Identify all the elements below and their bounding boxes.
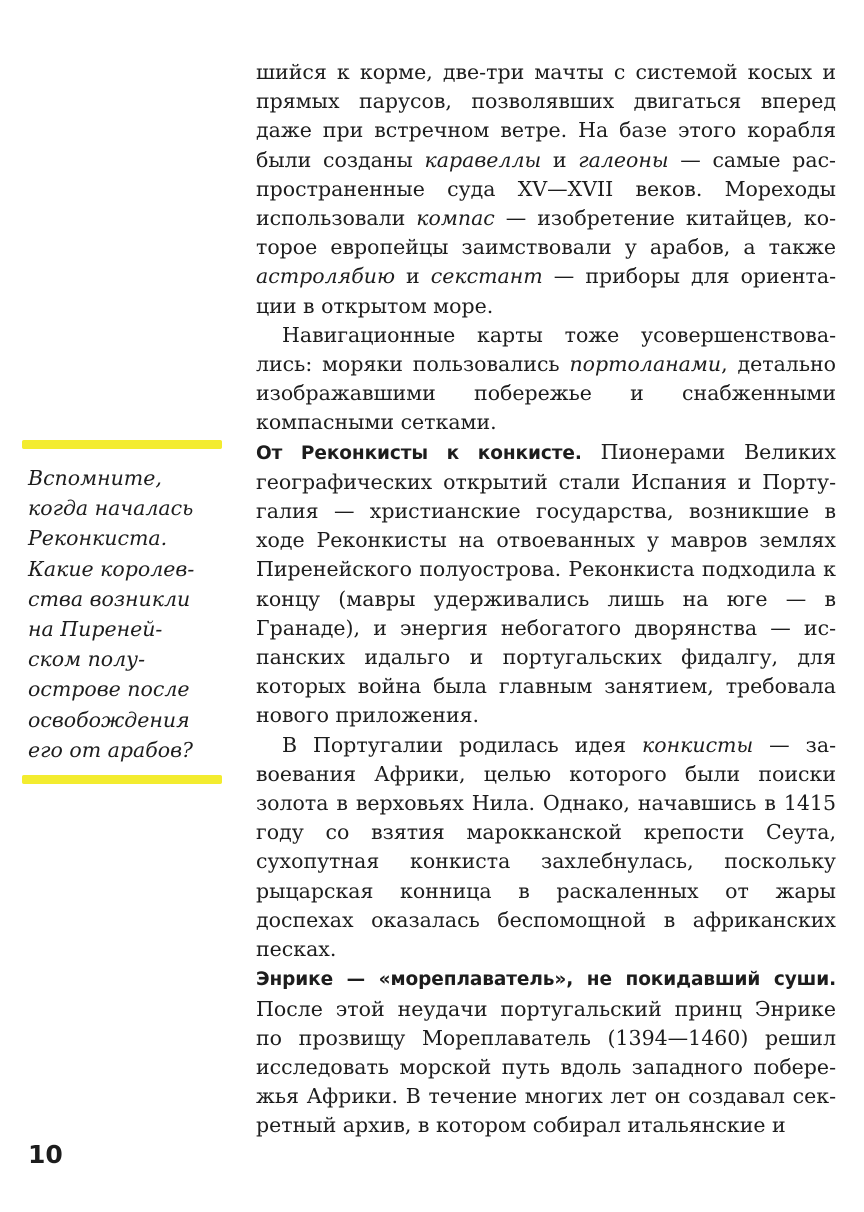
paragraph-maps — [256, 321, 836, 438]
text-run: — приборы для ориентации в открытом море. — [256, 264, 836, 318]
text-run: — завоевания Африки, целью которого были поиски золота в верховьях Нила. Однако, начавшись в 1415 году со взятия марокканской крепости Сеута, сухопутная конкиста захлебнулась, поскольку рыцарская конница в раскаленных от жары доспехах оказалась беспомощной в африканских песках. — [256, 732, 836, 962]
text-run: После этой неудачи португальский принц Энрике по прозвищу Мореплаватель (1394—1460) решил исследовать морской путь вдоль западного побережья Африки. В течение многих лет он создавал секретный архив, в котором собирал итальянские и — [256, 996, 836, 1138]
term-conquista: конкисты — [642, 732, 754, 757]
text-run: , детально изображавшими побережье и снабженными компасными сетками. — [256, 352, 836, 435]
text-run: Пионерами Великих географических открытий стали Испания и Португалия — христианские государства, возникшие в ходе Реконкисты на отвоеванных у мавров землях Пиренейского полуострова. Реконкиста подходила к концу (мавры удерживались лишь на юге — в Гранаде), и энергия небогатого дворянства — испанских идальго и португальских фидалгу, для которых война была главным занятием, требовала нового приложения. — [256, 439, 836, 728]
text-run: — изобретение китайцев, которое европейцы заимствовали у арабов, а также — [256, 206, 837, 260]
paragraph-ships — [256, 58, 836, 321]
term-compass: компас — [416, 206, 495, 231]
text-run: Навигационные карты тоже усовершенствовались: моряки пользовались — [256, 322, 836, 377]
term-galleons: галеоны — [578, 147, 669, 172]
text-run: В Португалии родилась идея — [282, 732, 643, 757]
highlight-bar-top — [22, 440, 222, 449]
highlight-bar-bottom — [22, 775, 222, 784]
paragraph-conquista — [256, 731, 836, 965]
main-text-column — [256, 58, 836, 1141]
paragraph-reconquista — [256, 438, 836, 731]
term-caravels: каравеллы — [424, 147, 542, 172]
paragraph-henrique — [256, 964, 836, 1140]
text-run: — самые распространенные суда XV—XVII веков. Мореходы использовали — [256, 147, 836, 231]
term-sextant: секстант — [430, 264, 543, 289]
section-heading-reconquista: От Реконкисты к конкисте. — [256, 442, 582, 464]
margin-question-text: Вспомните, когда началась Реконкиста. Какие королев- ства возникли на Пиреней- ском полу- острове после освобождения его от арабов? — [28, 466, 195, 762]
text-run: и — [541, 147, 579, 172]
text-run: и — [395, 264, 431, 289]
text-run: шийся к корме, две-три мачты с системой косых и прямых парусов, позволявших двигаться вперед даже при встречном ветре. На базе этого корабля были созданы — [256, 60, 836, 172]
term-portolans: портоланами — [569, 352, 722, 377]
term-astrolabe: астролябию — [256, 264, 395, 289]
section-heading-henrique: Энрике — «мореплаватель», не покидавший суши. — [256, 969, 836, 991]
page-number: 10 — [28, 1140, 63, 1169]
margin-question-box — [22, 440, 222, 784]
